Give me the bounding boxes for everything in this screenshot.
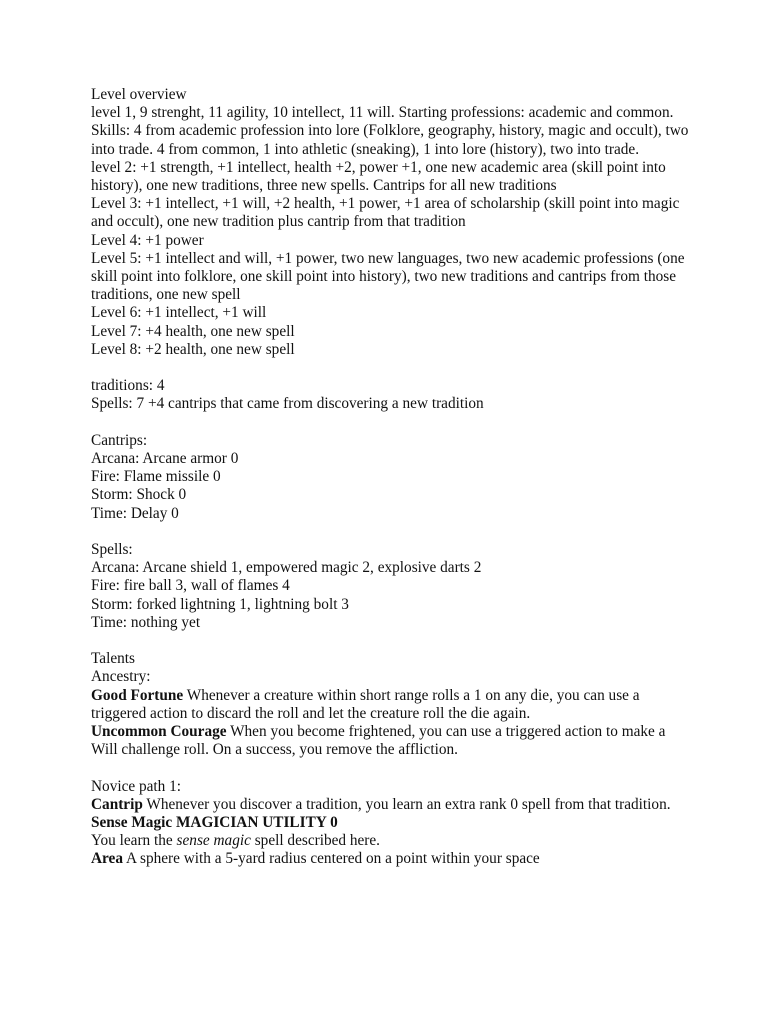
cantrip-storm: Storm: Shock 0: [91, 486, 187, 504]
cantrip-fire: Fire: Flame missile 0: [91, 468, 221, 486]
cantrip-time: Time: Delay 0: [91, 504, 179, 522]
ancestry-label: Ancestry:: [91, 668, 151, 686]
level-6-entry: Level 6: +1 intellect, +1 will: [91, 304, 267, 322]
talent-uncommon-courage: [91, 723, 691, 759]
spells-count: Spells: 7 +4 cantrips that came from discovering a new tradition: [91, 395, 484, 413]
talent-description: Whenever you discover a tradition, you learn an extra rank 0 spell from that tradition.: [142, 795, 671, 813]
talents-heading: Talents: [91, 650, 135, 668]
talent-description: When you become frightened, you can use a triggered action to make a Will challenge roll. On a success, you remove the affliction.: [91, 723, 670, 759]
learn-prefix: You learn the: [91, 832, 177, 850]
spacer: [91, 759, 691, 777]
spells-storm: Storm: forked lightning 1, lightning bolt 3: [91, 595, 349, 613]
level-8-entry: Level 8: +2 health, one new spell: [91, 340, 295, 358]
talent-cantrip: [91, 796, 691, 814]
spells-time: Time: nothing yet: [91, 613, 201, 631]
sense-magic-learn: [91, 832, 691, 850]
area-label: Area: [91, 850, 123, 868]
document-body: [91, 86, 691, 869]
spacer: [91, 359, 691, 377]
sense-magic-area: [91, 850, 691, 868]
cantrip-arcana: Arcana: Arcane armor 0: [91, 450, 239, 468]
talent-name: Cantrip: [91, 795, 143, 813]
level-7-entry: Level 7: +4 health, one new spell: [91, 322, 295, 340]
spacer: [91, 523, 691, 541]
spells-arcana: Arcana: Arcane shield 1, empowered magic 2, explosive darts 2: [91, 559, 482, 577]
area-description: A sphere with a 5-yard radius centered on a point within your space: [123, 850, 540, 868]
talent-description: Whenever a creature within short range rolls a 1 on any die, you can use a triggered action to discard the roll and let the creature roll the die again.: [91, 686, 644, 722]
sense-magic-title: Sense Magic MAGICIAN UTILITY 0: [91, 814, 338, 832]
spacer: [91, 414, 691, 432]
spell-name: sense magic: [176, 832, 251, 850]
spells-fire: Fire: fire ball 3, wall of flames 4: [91, 577, 290, 595]
talent-good-fortune: [91, 687, 691, 723]
level-4-entry: Level 4: +1 power: [91, 231, 204, 249]
level-2-entry: level 2: +1 strength, +1 intellect, health +2, power +1, one new academic area (skill point into history), one new traditions, three new spells. Cantrips for all new traditions: [91, 158, 670, 195]
spells-heading: Spells:: [91, 541, 133, 559]
level-3-entry: Level 3: +1 intellect, +1 will, +2 health, +1 power, +1 area of scholarship (skill point into magic and occult), one new tradition plus cantrip from that tradition: [91, 195, 684, 231]
level-1-entry: level 1, 9 strenght, 11 agility, 10 intellect, 11 will. Starting professions: academic and common. Skills: 4 from academic profession into lore (Folklore, geography, history, magic and occult), two into trade. 4 from common, 1 into athletic (sneaking), 1 into lore (history), two into trade.: [91, 104, 693, 158]
level-overview-heading: Level overview: [91, 86, 187, 103]
cantrips-heading: Cantrips:: [91, 431, 148, 449]
level-5-entry: Level 5: +1 intellect and will, +1 power, two new languages, two new academic professions (one skill point into folklore, one skill point into history), two new traditions and cantrips from those traditions, one new spell: [91, 249, 689, 304]
novice-path-heading: Novice path 1:: [91, 777, 182, 795]
traditions-count: traditions: 4: [91, 377, 165, 395]
talent-name: Uncommon Courage: [91, 723, 227, 741]
learn-suffix: spell described here.: [250, 832, 381, 850]
spacer: [91, 632, 691, 650]
talent-name: Good Fortune: [91, 686, 184, 704]
